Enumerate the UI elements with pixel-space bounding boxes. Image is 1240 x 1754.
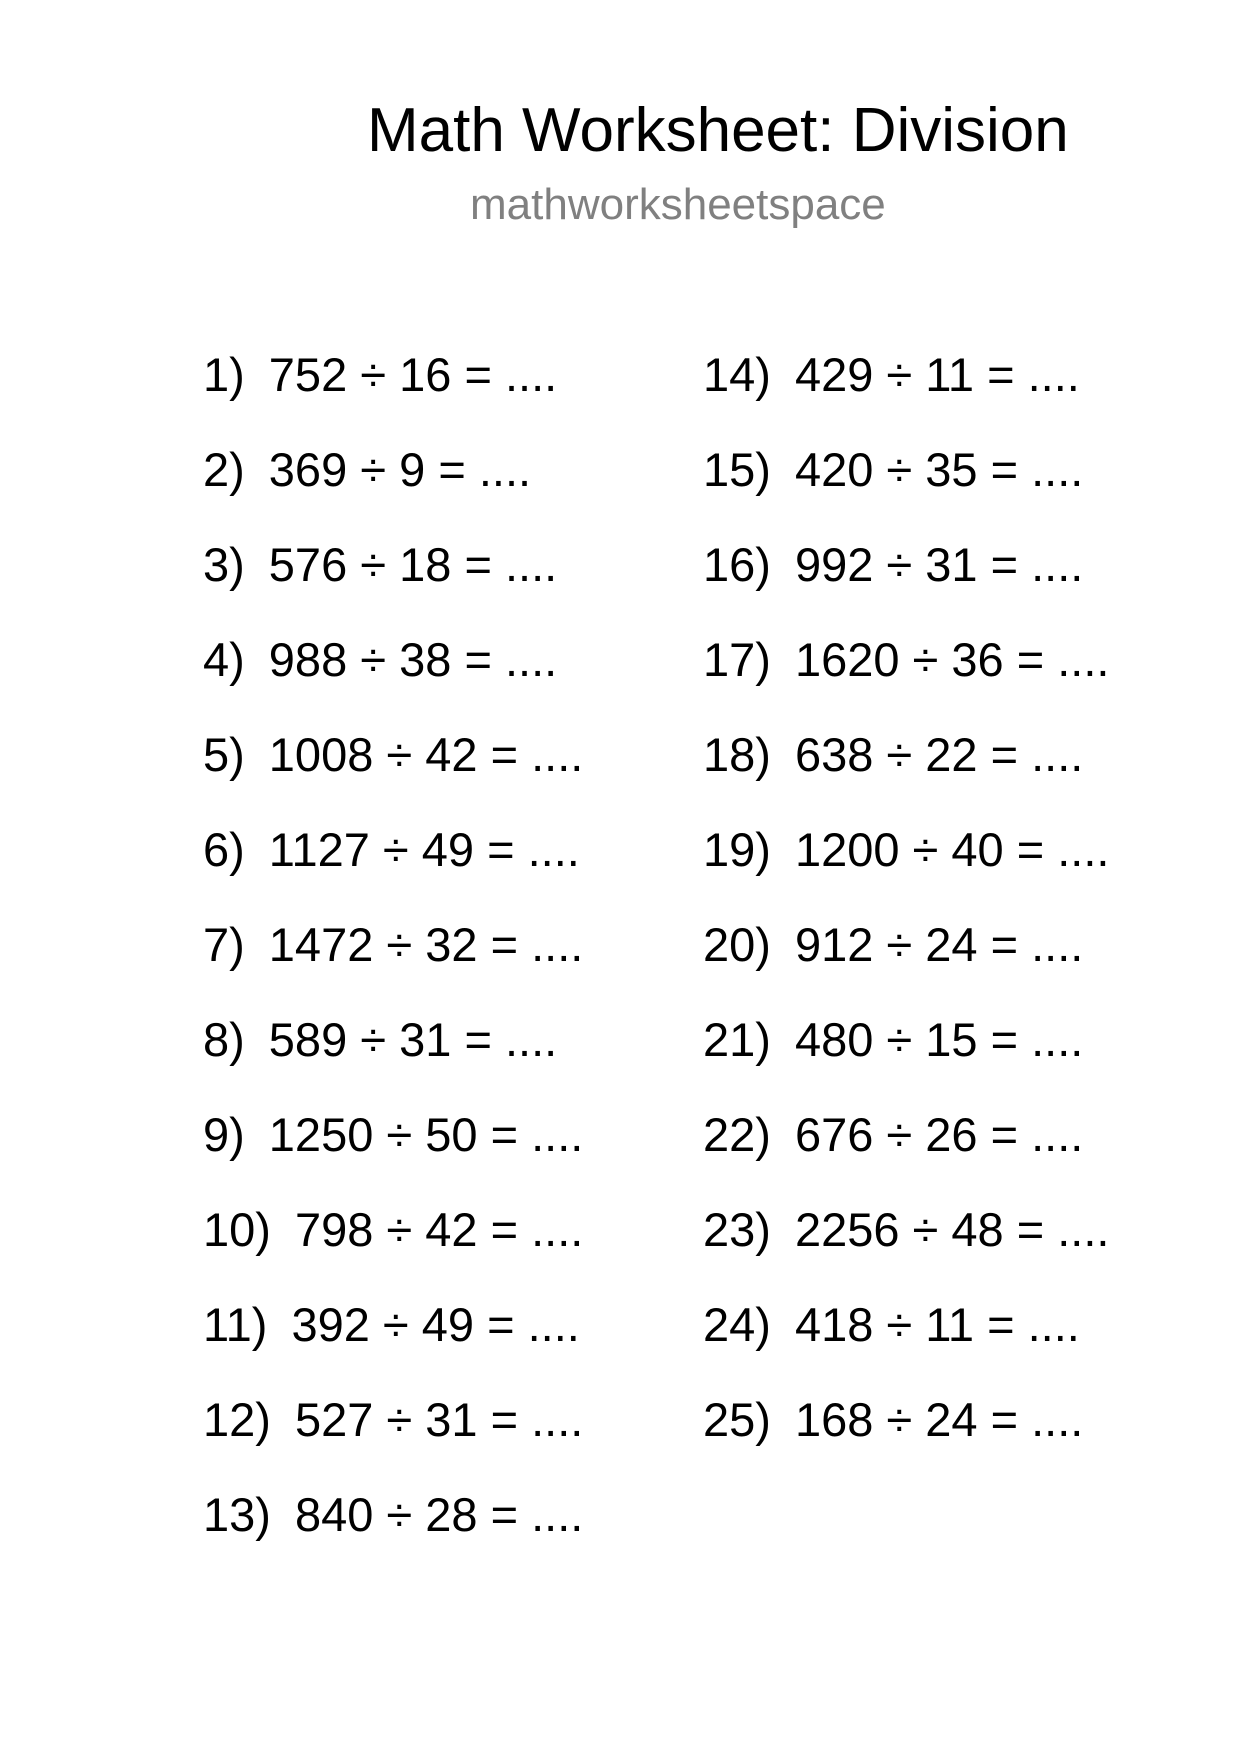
problem-expression: 369 ÷ 9 = .... bbox=[268, 443, 532, 496]
problem-number: 9) bbox=[203, 1108, 245, 1161]
problem-item bbox=[203, 1013, 557, 1067]
problem-number: 3) bbox=[203, 538, 245, 591]
problem-item bbox=[703, 1013, 1083, 1067]
problem-item bbox=[203, 348, 557, 402]
problem-item bbox=[703, 823, 1109, 877]
problem-expression: 168 ÷ 24 = .... bbox=[794, 1393, 1084, 1446]
problem-number: 19) bbox=[703, 823, 771, 876]
worksheet-source: mathworksheetspace bbox=[470, 180, 886, 229]
problem-expression: 988 ÷ 38 = .... bbox=[268, 633, 558, 686]
problem-expression: 480 ÷ 15 = .... bbox=[794, 1013, 1084, 1066]
problem-item bbox=[203, 1108, 583, 1162]
problem-number: 4) bbox=[203, 633, 245, 686]
problem-number: 6) bbox=[203, 823, 245, 876]
problem-item bbox=[703, 1203, 1109, 1257]
problem-number: 21) bbox=[703, 1013, 771, 1066]
problem-expression: 1620 ÷ 36 = .... bbox=[794, 633, 1110, 686]
problem-item bbox=[703, 1108, 1083, 1162]
problem-expression: 912 ÷ 24 = .... bbox=[794, 918, 1084, 971]
problem-number: 23) bbox=[703, 1203, 771, 1256]
problem-item bbox=[703, 633, 1109, 687]
problem-expression: 1008 ÷ 42 = .... bbox=[268, 728, 584, 781]
problem-number: 14) bbox=[703, 348, 771, 401]
problem-number: 15) bbox=[703, 443, 771, 496]
problem-number: 13) bbox=[203, 1488, 271, 1541]
problem-expression: 418 ÷ 11 = .... bbox=[794, 1298, 1080, 1351]
problem-expression: 1200 ÷ 40 = .... bbox=[794, 823, 1110, 876]
problem-number: 16) bbox=[703, 538, 771, 591]
problem-number: 18) bbox=[703, 728, 771, 781]
problem-number: 25) bbox=[703, 1393, 771, 1446]
problem-item bbox=[203, 728, 583, 782]
problem-expression: 1250 ÷ 50 = .... bbox=[268, 1108, 584, 1161]
problem-number: 11) bbox=[203, 1298, 268, 1351]
problem-expression: 2256 ÷ 48 = .... bbox=[794, 1203, 1110, 1256]
problem-expression: 798 ÷ 42 = .... bbox=[294, 1203, 584, 1256]
problem-item bbox=[203, 633, 557, 687]
problem-expression: 429 ÷ 11 = .... bbox=[794, 348, 1080, 401]
problem-item bbox=[203, 1298, 580, 1352]
problem-item bbox=[203, 918, 583, 972]
problem-expression: 840 ÷ 28 = .... bbox=[294, 1488, 584, 1541]
problem-number: 20) bbox=[703, 918, 771, 971]
problem-number: 8) bbox=[203, 1013, 245, 1066]
problem-number: 24) bbox=[703, 1298, 771, 1351]
problem-item bbox=[203, 1393, 583, 1447]
problem-number: 7) bbox=[203, 918, 245, 971]
problem-item bbox=[203, 1488, 583, 1542]
problem-item bbox=[703, 538, 1083, 592]
problem-item bbox=[703, 1393, 1083, 1447]
problem-item bbox=[703, 348, 1080, 402]
problem-number: 22) bbox=[703, 1108, 771, 1161]
problem-expression: 1472 ÷ 32 = .... bbox=[268, 918, 584, 971]
problem-item bbox=[703, 728, 1083, 782]
problem-number: 5) bbox=[203, 728, 245, 781]
problem-number: 1) bbox=[203, 348, 245, 401]
problem-item bbox=[203, 823, 580, 877]
problem-number: 17) bbox=[703, 633, 771, 686]
problem-expression: 420 ÷ 35 = .... bbox=[794, 443, 1084, 496]
problem-expression: 676 ÷ 26 = .... bbox=[794, 1108, 1084, 1161]
problem-number: 10) bbox=[203, 1203, 271, 1256]
problem-expression: 527 ÷ 31 = .... bbox=[294, 1393, 584, 1446]
problem-expression: 752 ÷ 16 = .... bbox=[268, 348, 558, 401]
worksheet-title: Math Worksheet: Division bbox=[367, 96, 1069, 165]
problem-number: 12) bbox=[203, 1393, 271, 1446]
problem-expression: 576 ÷ 18 = .... bbox=[268, 538, 558, 591]
problem-expression: 589 ÷ 31 = .... bbox=[268, 1013, 558, 1066]
problem-item bbox=[703, 443, 1083, 497]
problem-item bbox=[703, 918, 1083, 972]
problem-expression: 392 ÷ 49 = .... bbox=[291, 1298, 580, 1351]
problem-expression: 1127 ÷ 49 = .... bbox=[268, 823, 580, 876]
problem-expression: 992 ÷ 31 = .... bbox=[794, 538, 1084, 591]
problem-item bbox=[203, 538, 557, 592]
problem-item bbox=[203, 443, 531, 497]
problem-expression: 638 ÷ 22 = .... bbox=[794, 728, 1084, 781]
problem-number: 2) bbox=[203, 443, 245, 496]
problem-item bbox=[703, 1298, 1080, 1352]
problem-item bbox=[203, 1203, 583, 1257]
